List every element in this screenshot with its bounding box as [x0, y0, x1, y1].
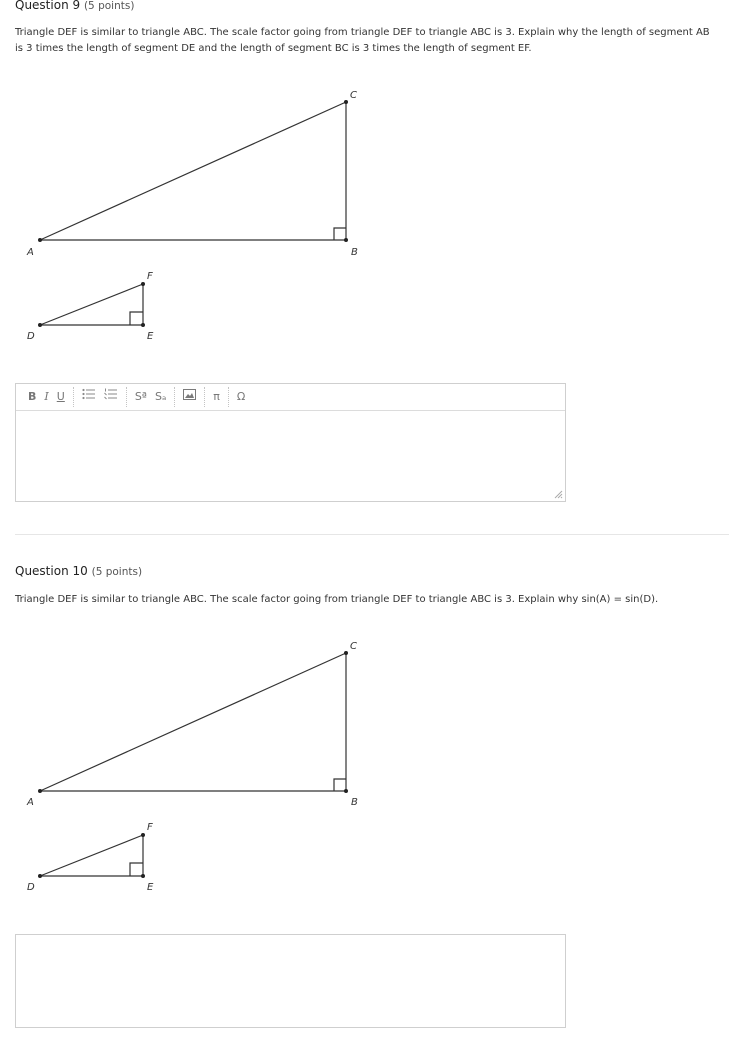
question-10-figure: [0, 620, 729, 950]
question-10-title: Question 10: [15, 564, 88, 578]
point-a: [38, 789, 42, 793]
label-a: A: [27, 797, 34, 808]
label-d: D: [27, 882, 35, 893]
omega-icon[interactable]: Ω: [236, 390, 246, 403]
question-9-points: (5 points): [83, 0, 135, 12]
label-f: F: [147, 822, 153, 833]
point-b: [344, 789, 348, 793]
triangle-abc: [40, 102, 346, 240]
segment-df: [40, 835, 143, 876]
point-d: [38, 874, 42, 878]
question-9-answer-editor: [15, 383, 566, 502]
right-angle-mark-e: [130, 312, 143, 325]
label-e: E: [147, 882, 154, 893]
point-a: [38, 238, 42, 242]
point-c: [344, 100, 348, 104]
editor-text-area[interactable]: [16, 411, 565, 501]
list-group: [74, 387, 127, 407]
point-f: [141, 833, 145, 837]
label-a: A: [27, 247, 34, 258]
label-c: C: [350, 90, 357, 101]
question-9-prompt: Triangle DEF is similar to triangle ABC. The scale factor going from triangle DEF to triangle ABC is 3. Explain why the length of segment AB is 3 times the length of segment DE and the length of segment BC is 3 times the length of segment EF.: [15, 27, 710, 54]
label-f: F: [147, 271, 153, 282]
right-angle-mark-b: [334, 228, 346, 240]
point-e: [141, 874, 145, 878]
question-9-title: Question 9: [15, 0, 81, 12]
point-e: [141, 323, 145, 327]
right-angle-mark-e: [130, 863, 143, 876]
editor-toolbar: [16, 384, 565, 411]
triangle-def: [40, 284, 143, 325]
label-b: B: [351, 797, 358, 808]
script-group: [127, 387, 175, 407]
right-angle-mark-b: [334, 779, 346, 791]
triangle-abc: [40, 653, 346, 791]
bold-button[interactable]: B: [28, 390, 37, 403]
question-divider: [15, 534, 729, 535]
segment-ac: [40, 653, 346, 791]
question-10-answer-box[interactable]: [15, 934, 566, 1028]
question-10-points: (5 points): [91, 566, 143, 578]
label-d: D: [27, 331, 35, 342]
point-f: [141, 282, 145, 286]
segment-df: [40, 284, 143, 325]
label-b: B: [351, 247, 358, 258]
resize-handle-icon[interactable]: [553, 489, 563, 499]
triangle-def: [40, 835, 143, 876]
question-10-prompt: Triangle DEF is similar to triangle ABC. The scale factor going from triangle DEF to triangle ABC is 3. Explain why sin(A) = sin(D).: [15, 594, 659, 605]
question-10-header: [15, 564, 142, 578]
numbered-list-icon[interactable]: [100, 387, 122, 407]
label-e: E: [147, 331, 154, 342]
label-c: C: [350, 641, 357, 652]
italic-button[interactable]: I: [44, 390, 49, 403]
point-c: [344, 651, 348, 655]
pi-group: [205, 387, 229, 407]
point-d: [38, 323, 42, 327]
format-group: [20, 387, 74, 407]
omega-group: [229, 387, 253, 407]
pi-icon[interactable]: π: [213, 390, 220, 403]
question-9-figure: [0, 0, 729, 340]
underline-button[interactable]: U: [56, 390, 65, 403]
bullet-list-icon[interactable]: [78, 387, 100, 407]
segment-ac: [40, 102, 346, 240]
insert-image-group: [175, 387, 205, 407]
point-b: [344, 238, 348, 242]
superscript-button[interactable]: Sª: [134, 390, 147, 403]
subscript-button[interactable]: Sₐ: [154, 390, 167, 403]
image-icon[interactable]: [179, 387, 200, 407]
